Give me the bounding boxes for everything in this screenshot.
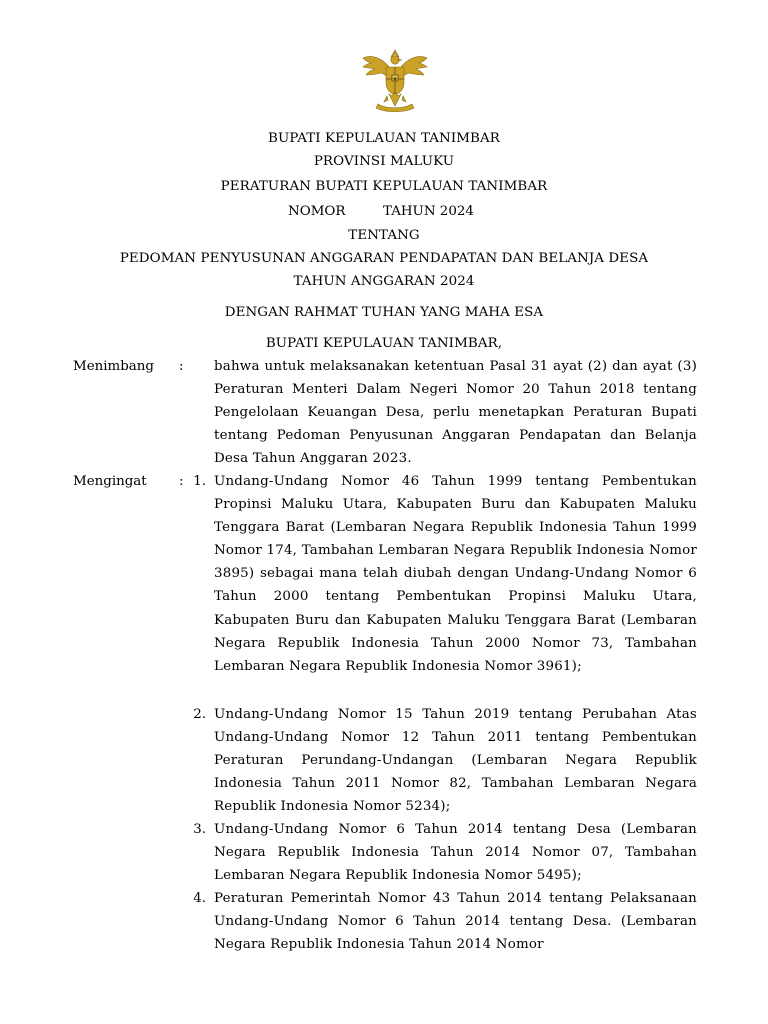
- mengingat-item-number: 1.: [193, 474, 206, 489]
- mengingat-item-number: 3.: [193, 822, 206, 837]
- issuer-title: BUPATI KEPULAUAN TANIMBAR: [268, 131, 500, 146]
- bupati-line: BUPATI KEPULAUAN TANIMBAR,: [265, 336, 503, 351]
- mengingat-item-number: 2.: [193, 707, 206, 722]
- menimbang-text: bahwa untuk melaksanakan ketentuan Pasal 31 ayat (2) dan ayat (3) Peraturan Menteri Dalam Negeri Nomor 20 Tahun 2018 tentang Pengelolaan Keuangan Desa, perlu menetapkan Peraturan Bupati tentang Pedoman Penyusunan Anggaran Pendapatan dan Belanja Desa Tahun Anggaran 2023.: [214, 359, 697, 467]
- province-name: PROVINSI MALUKU: [313, 154, 455, 169]
- menimbang-label: Menimbang: [73, 359, 154, 374]
- regulation-title: PERATURAN BUPATI KEPULAUAN TANIMBAR: [220, 179, 548, 194]
- menimbang-colon: :: [179, 359, 184, 374]
- mengingat-colon: :: [179, 474, 184, 489]
- mengingat-item-text: Peraturan Pemerintah Nomor 43 Tahun 2014 tentang Pelaksanaan Undang-Undang Nomor 6 Tahun 2014 tentang Desa. (Lembaran Negara Republik Indonesia Tahun 2014 Nomor: [214, 891, 697, 953]
- garuda-emblem-icon: [360, 48, 430, 114]
- tentang-label: TENTANG: [348, 228, 420, 243]
- mengingat-label: Mengingat: [73, 474, 147, 489]
- tahun-label: TAHUN 2024: [383, 204, 474, 219]
- subject-title-line1: PEDOMAN PENYUSUNAN ANGGARAN PENDAPATAN DAN BELANJA DESA: [119, 251, 649, 266]
- rahmat-line: DENGAN RAHMAT TUHAN YANG MAHA ESA: [224, 305, 544, 320]
- subject-title-line2: TAHUN ANGGARAN 2024: [293, 274, 475, 289]
- mengingat-item-text: Undang-Undang Nomor 15 Tahun 2019 tentang Perubahan Atas Undang-Undang Nomor 12 Tahun 2011 tentang Pembentukan Peraturan Perundang-Undangan (Lembaran Negara Republik Indonesia Tahun 2011 Nomor 82, Tambahan Lembaran Negara Republik Indonesia Nomor 5234);: [214, 707, 697, 815]
- mengingat-item-text: Undang-Undang Nomor 6 Tahun 2014 tentang Desa (Lembaran Negara Republik Indonesia Tahun 2014 Nomor 07, Tambahan Lembaran Negara Republik Indonesia Nomor 5495);: [214, 822, 697, 884]
- mengingat-item-text: Undang-Undang Nomor 46 Tahun 1999 tentang Pembentukan Propinsi Maluku Utara, Kabupaten Buru dan Kabupaten Maluku Tenggara Barat (Lembaran Negara Republik Indonesia Tahun 1999 Nomor 174, Tambahan Lembaran Negara Republik Indonesia Nomor 3895) sebagai mana telah diubah dengan Undang-Undang Nomor 6 Tahun 2000 tentang Pembentukan Propinsi Maluku Utara, Kabupaten Buru dan Kabupaten Maluku Tenggara Barat (Lembaran Negara Republik Indonesia Tahun 2000 Nomor 73, Tambahan Lembaran Negara Republik Indonesia Nomor 3961);: [214, 474, 697, 674]
- nomor-label: NOMOR: [288, 204, 346, 219]
- mengingat-item-number: 4.: [193, 891, 206, 906]
